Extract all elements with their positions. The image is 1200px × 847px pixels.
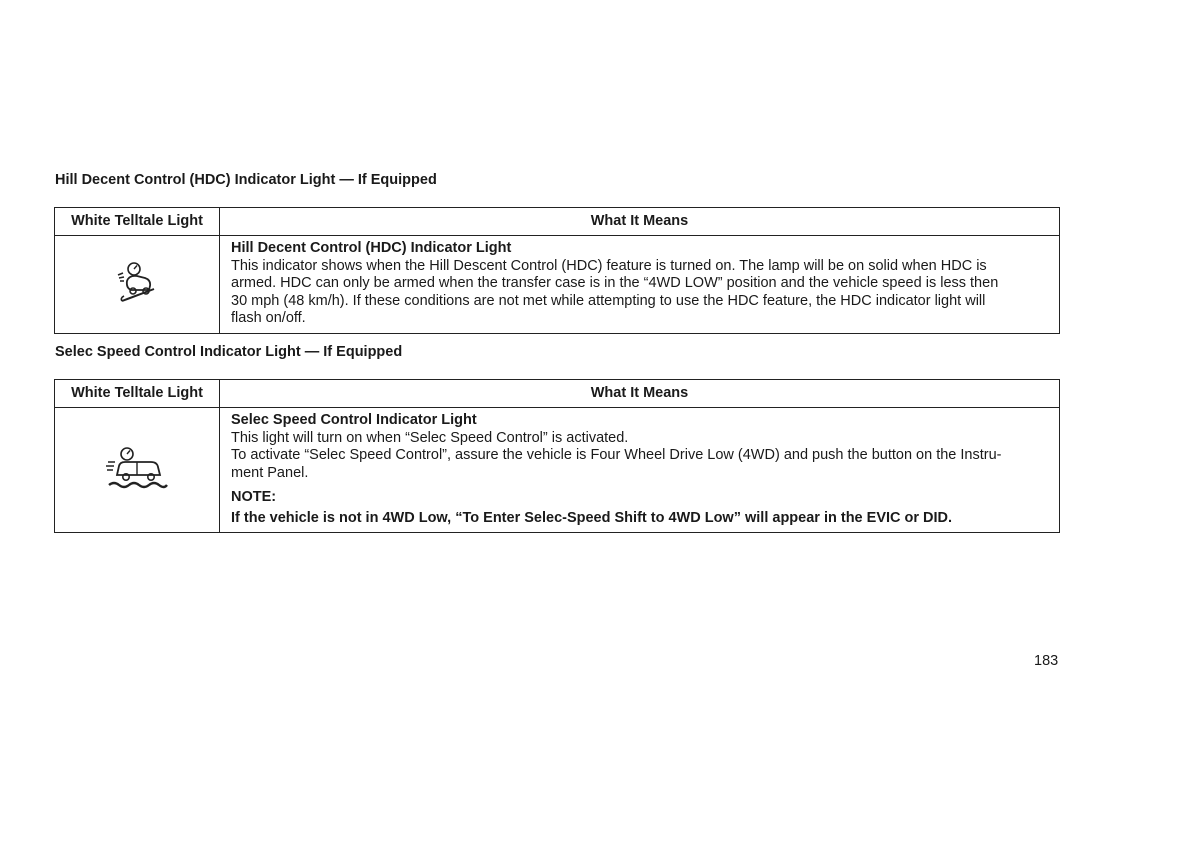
note-text: If the vehicle is not in 4WD Low, “To Enter Selec-Speed Shift to 4WD Low” will appear in the EVIC or DID. <box>231 509 953 526</box>
meaning-cell <box>220 236 1060 334</box>
column-header-telltale: White Telltale Light <box>55 380 220 408</box>
selec-speed-control-icon <box>101 445 173 495</box>
note-label: NOTE: <box>231 489 277 505</box>
description-line: armed. HDC can only be armed when the transfer case is in the “4WD LOW” position and the vehicle speed is less then <box>231 275 999 291</box>
table-header-row <box>55 208 1060 236</box>
description-line: This indicator shows when the Hill Descent Control (HDC) feature is turned on. The lamp will be on solid when HDC is <box>231 257 987 274</box>
hill-descent-control-icon <box>110 259 164 309</box>
table-row <box>55 408 1060 533</box>
section-heading-selec-speed: Selec Speed Control Indicator Light — If Equipped <box>55 344 403 360</box>
table-row <box>55 236 1060 334</box>
column-header-telltale: White Telltale Light <box>55 208 220 236</box>
column-header-meaning: What It Means <box>220 380 1060 408</box>
icon-cell <box>55 236 220 334</box>
description-line: 30 mph (48 km/h). If these conditions are not met while attempting to use the HDC feature, the HDC indicator light will <box>231 292 986 309</box>
hdc-telltale-table <box>54 207 1060 334</box>
icon-cell <box>55 408 220 533</box>
description-line: ment Panel. <box>231 464 309 481</box>
description-line: This light will turn on when “Selec Speed Control” is activated. <box>231 429 629 446</box>
selec-speed-telltale-table <box>54 379 1060 533</box>
table-header-row <box>55 380 1060 408</box>
meaning-cell <box>220 408 1060 533</box>
column-header-meaning: What It Means <box>220 208 1060 236</box>
section-heading-hdc: Hill Decent Control (HDC) Indicator Light — If Equipped <box>55 172 437 188</box>
page-number: 183 <box>1034 653 1059 669</box>
entry-title: Hill Decent Control (HDC) Indicator Light <box>231 240 512 256</box>
entry-title: Selec Speed Control Indicator Light <box>231 412 477 428</box>
description-line: flash on/off. <box>231 310 306 326</box>
description-line: To activate “Selec Speed Control”, assure the vehicle is Four Wheel Drive Low (4WD) and push the button on the Instru- <box>231 447 1002 463</box>
